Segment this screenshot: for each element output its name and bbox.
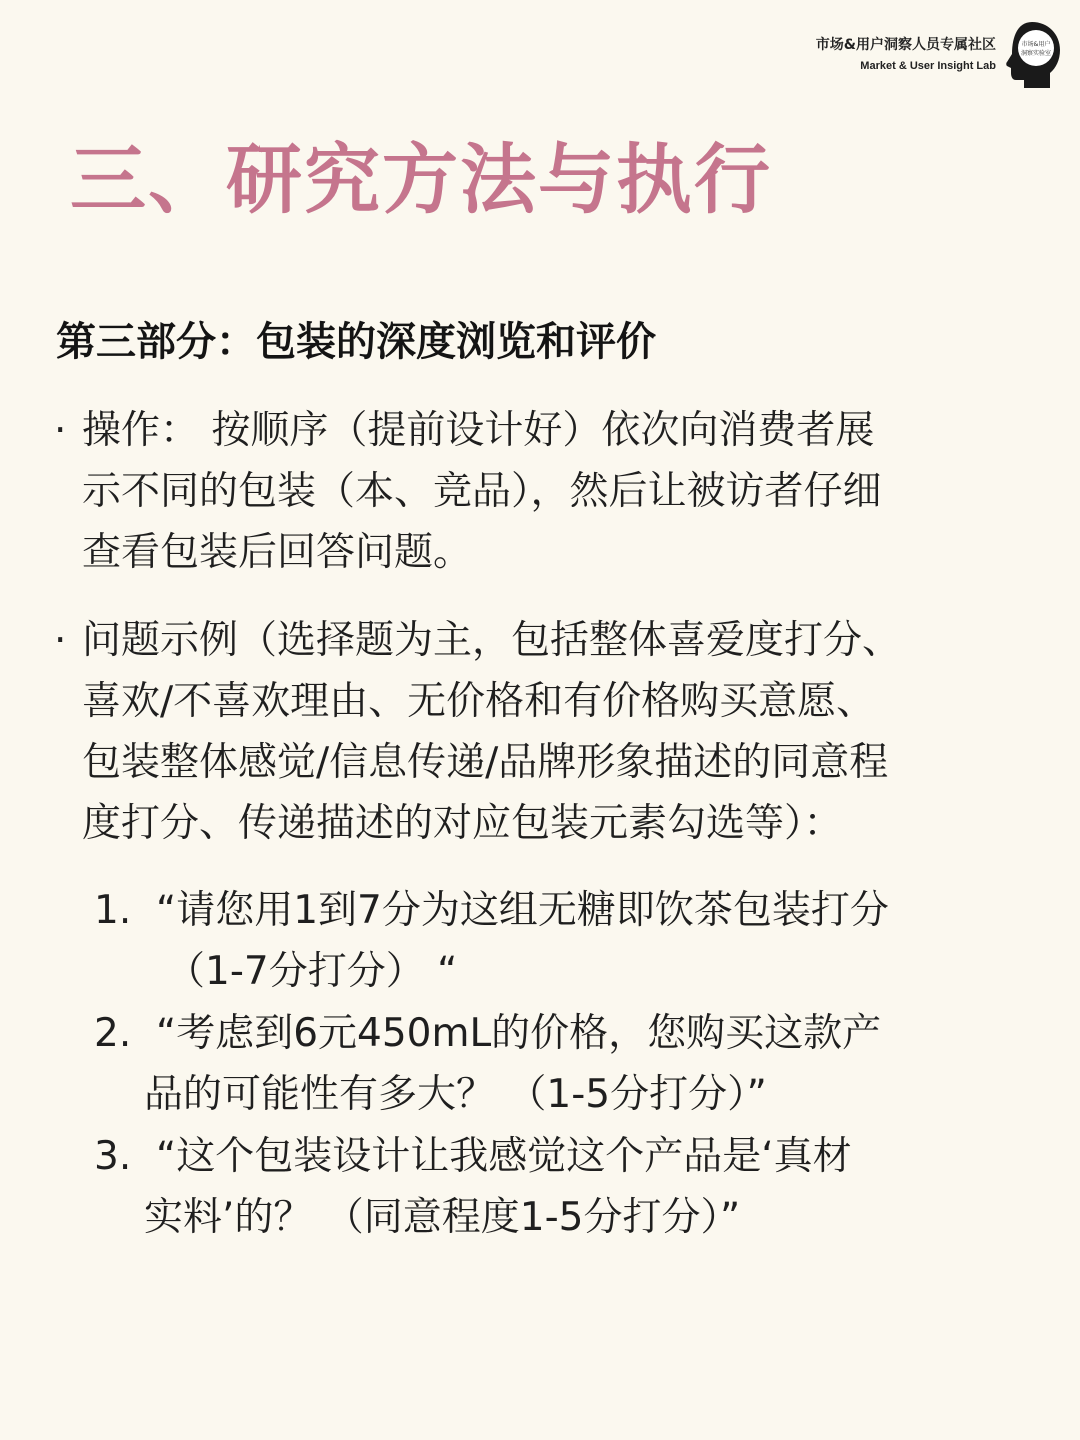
brand-name-en: Market & User Insight Lab <box>860 59 996 72</box>
bullet-question-examples <box>54 610 1012 854</box>
section-heading: 第三部分：包装的深度浏览和评价 <box>56 319 656 365</box>
bullet-line: 操作： 按顺序（提前设计好）依次向消费者展 <box>82 408 875 453</box>
bullet-operation <box>54 400 1012 583</box>
brand-text <box>816 36 996 73</box>
question-number: 1. <box>94 888 132 933</box>
page-title: 三、研究方法与执行 <box>70 135 772 224</box>
bullet-marker: · <box>54 408 67 453</box>
logo-text-line1: 市场&用户 <box>1021 41 1051 48</box>
bullet-line: 查看包装后回答问题。 <box>82 530 473 575</box>
bullet-marker: · <box>54 618 67 663</box>
question-line: 实料’的？ （同意程度1-5分打分）” <box>144 1195 741 1240</box>
bullet-line: 包装整体感觉/信息传递/品牌形象描述的同意程 <box>82 740 889 785</box>
bullet-line: 喜欢/不喜欢理由、无价格和有价格购买意愿、 <box>82 679 876 724</box>
question-number: 2. <box>94 1011 132 1056</box>
bullet-line: 度打分、传递描述的对应包装元素勾选等）： <box>82 801 843 846</box>
question-line: “请您用1到7分为这组无糖即饮茶包装打分 <box>156 888 889 933</box>
bullet-line: 问题示例（选择题为主，包括整体喜爱度打分、 <box>82 618 902 663</box>
question-item-1 <box>94 880 994 1002</box>
brand-header <box>816 18 1064 90</box>
question-line: “考虑到6元450mL的价格，您购买这款产 <box>156 1011 882 1056</box>
question-line: 品的可能性有多大？ （1-5分打分）” <box>144 1072 767 1117</box>
question-item-2 <box>94 1003 994 1125</box>
question-item-3 <box>94 1126 994 1248</box>
question-line: （1-7分打分） “ <box>166 949 458 994</box>
head-profile-icon <box>1004 18 1064 90</box>
question-number: 3. <box>94 1134 132 1179</box>
brand-name-cn: 市场&用户洞察人员专属社区 <box>815 36 996 53</box>
logo-text-line2: 洞察实验室 <box>1020 50 1052 57</box>
question-line: “这个包装设计让我感觉这个产品是‘真材 <box>156 1134 852 1179</box>
bullet-line: 示不同的包装（本、竞品），然后让被访者仔细 <box>82 469 882 514</box>
